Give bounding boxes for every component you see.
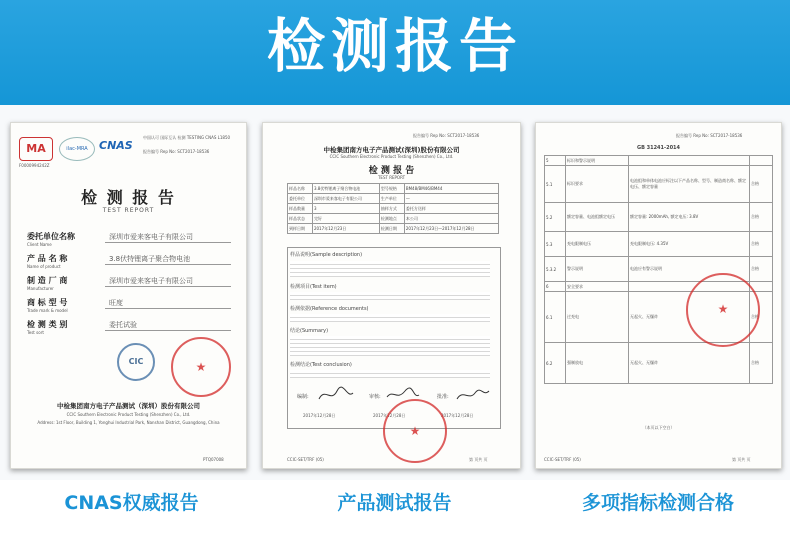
org-name: 中检集团南方电子产品测试（深圳）股份有限公司 [57, 402, 200, 410]
text-lines [290, 292, 490, 300]
cover-report-document [10, 122, 247, 469]
table-row [288, 184, 499, 194]
field-label: 委托单位名称 [27, 232, 75, 241]
table-cell: 样品数量 [288, 204, 313, 214]
table-cell: 到样日期 [288, 224, 313, 234]
page-number: 第 页共 页 [469, 457, 488, 462]
table-cell: 标识要求 [566, 166, 629, 203]
caption-cnas-report: CNAS权威报告 [64, 492, 199, 514]
table-cell [750, 156, 773, 166]
table-cell: 5.1 [545, 166, 566, 203]
caption-product-test-report: 产品测试报告 [337, 492, 452, 514]
table-cell: 6 [545, 282, 566, 292]
table-cell [629, 156, 750, 166]
table-cell: 委托单位 [288, 194, 313, 204]
page-number: 第 页共 页 [732, 457, 751, 462]
table-cell: 检测地点 [379, 214, 404, 224]
table-cell: 过充电 [566, 292, 629, 343]
table-cell: 5.3.2 [545, 257, 566, 282]
test-items-table [544, 155, 773, 384]
doc-subtitle: TEST REPORT [102, 207, 155, 214]
table-cell: 型号规格 [379, 184, 404, 194]
banner-title: 检测报告 [266, 12, 523, 80]
table-cell: 3.8伏特锂离子聚合物电池 [312, 184, 379, 194]
table-cell: 警示说明 [566, 257, 629, 282]
table-cell: 标识和警示说明 [566, 156, 629, 166]
table-row [288, 204, 499, 214]
table-cell: 合格 [750, 166, 773, 203]
org-address: Address: 1st Floor, Building 1, Yonghui Industrial Park, Nanshan District, Guangdong, China [37, 420, 220, 425]
header-banner [0, 0, 790, 105]
caption-indicators-qualified: 多项指标检测合格 [581, 492, 734, 514]
table-row [545, 166, 773, 203]
section-heading: 结论(Summary) [290, 328, 329, 334]
table-row [545, 156, 773, 166]
field-label: 制 造 厂 商 [27, 276, 68, 285]
field-label-en: Name of product [27, 264, 61, 269]
field-label-en: Manufacturer [27, 286, 54, 291]
table-row [288, 194, 499, 204]
text-lines [290, 370, 490, 378]
sign-label-approved: 批准: [437, 394, 449, 400]
sample-info-table [287, 183, 499, 234]
standard-title: GB 31241-2014 [636, 145, 681, 151]
table-cell: 电池组和单体电池应标注以下产品名称、型号、制造商名称、额定电压、额定容量 [629, 166, 750, 203]
doc-title: 检 测 报 告 [81, 188, 176, 207]
cnas-logo: CNAS [99, 139, 133, 152]
table-cell: 样品名称 [288, 184, 313, 194]
field-value: 3.8伏特锂离子聚合物电池 [109, 255, 191, 263]
red-seal-stamp: ★ [686, 273, 760, 347]
org-name-en: CCIC Southern Electronic Product Testing (Shenzhen) Co., Ltd. [66, 412, 191, 417]
sign-label-reviewed: 审核: [369, 394, 381, 400]
doc-code: PTQ07008 [203, 457, 224, 462]
table-cell: 合格 [750, 203, 773, 232]
table-cell: 委托方送样 [404, 204, 498, 214]
end-of-page-note: （本页以下空白） [642, 425, 675, 430]
ma-number: F0000994242Z [19, 163, 50, 168]
table-cell: 检测日期 [379, 224, 404, 234]
text-lines [290, 314, 490, 322]
table-cell: 5 [545, 156, 566, 166]
table-cell: 2017年12月23日 [312, 224, 379, 234]
doc-subtitle: TEST REPORT [377, 175, 406, 180]
table-cell: 深圳市爱来客电子有限公司 [312, 194, 379, 204]
table-cell: 安全要求 [566, 282, 629, 292]
field-label: 产 品 名 称 [27, 254, 68, 263]
sign-date: 2017年12月28日 [373, 413, 406, 418]
table-cell: 3 [312, 204, 379, 214]
table-cell: 完好 [312, 214, 379, 224]
org-name: 中检集团南方电子产品测试(深圳)股份有限公司 [323, 146, 460, 154]
documents-area [0, 105, 790, 480]
field-value: 深圳市爱来客电子有限公司 [109, 233, 193, 241]
sign-label-prepared: 编制: [297, 394, 309, 400]
table-cell: 5.3 [545, 232, 566, 257]
field-value: 旺度 [109, 299, 123, 307]
table-cell: 6.1 [545, 292, 566, 343]
section-heading: 样品说明(Sample description) [290, 252, 363, 258]
sign-date: 2017年12月28日 [303, 413, 336, 418]
test-items-document [535, 122, 782, 469]
section-heading: 检测项目(Test item) [290, 284, 337, 290]
table-cell: 6.2 [545, 343, 566, 384]
table-cell: 无起火、无爆炸 [629, 343, 750, 384]
section-heading: 检测结论(Test conclusion) [290, 362, 352, 368]
table-row [545, 232, 773, 257]
table-row [288, 214, 499, 224]
report-number: 报告编号 Rep No: SCT2017-18536 [413, 133, 480, 138]
table-cell: 合格 [750, 257, 773, 282]
sign-date: 2017年12月28日 [441, 413, 474, 418]
text-lines [290, 261, 490, 277]
field-label-en: Trade mark & model [27, 308, 68, 313]
table-row [545, 203, 773, 232]
table-cell: 合格 [750, 343, 773, 384]
field-label-en: Test sort [27, 330, 44, 335]
table-cell: 本公司 [404, 214, 498, 224]
table-cell: 5.2 [545, 203, 566, 232]
section-heading: 检测依据(Reference documents) [290, 306, 369, 312]
org-name-en: CCIC Southern Electronic Product Testing (Shenzhen) Co., Ltd. [329, 154, 454, 159]
doc-title: 检 测 报 告 [368, 166, 415, 176]
ma-logo: MA [19, 137, 53, 161]
text-lines [290, 336, 490, 356]
table-cell: 电池应有警示说明 [629, 257, 750, 282]
table-cell: 充电限制电压: 4.35V [629, 232, 750, 257]
red-seal-stamp: ★ [171, 337, 231, 397]
table-cell: 额定容量、电池组额定电压 [566, 203, 629, 232]
table-cell: 合格 [750, 292, 773, 343]
table-row [545, 343, 773, 384]
report-number: 报告编号 Rep No: SCT2017-18536 [143, 149, 210, 154]
table-cell: 抽样方式 [379, 204, 404, 214]
test-report-document [262, 122, 521, 469]
table-cell: — [404, 194, 498, 204]
field-value: 委托试验 [109, 321, 137, 329]
red-seal-stamp: ★ [383, 399, 447, 463]
table-cell: BM48/BM46/BM44 [404, 184, 498, 194]
doc-footer: CCIC-SET/TRF (05) [287, 457, 324, 462]
table-cell: 样品状态 [288, 214, 313, 224]
field-value: 深圳市爱来客电子有限公司 [109, 277, 193, 285]
table-cell: 合格 [750, 232, 773, 257]
table-cell: 充电限制电压 [566, 232, 629, 257]
doc-footer: CCIC-SET/TRF (05) [544, 457, 581, 462]
table-cell: 无起火、无爆炸 [629, 292, 750, 343]
table-cell: 生产单位 [379, 194, 404, 204]
report-number: 报告编号 Rep No: SCT2017-18536 [676, 133, 743, 138]
ilac-logo: ilac-MRA [59, 137, 95, 161]
field-label: 商 标 型 号 [27, 298, 68, 307]
cnas-text: 中国认可 国际互认 检测 TESTING CNAS L1850 [143, 135, 231, 140]
ccic-logo: CIC [117, 343, 155, 381]
field-label: 检 测 类 别 [27, 320, 68, 329]
table-cell: 强制放电 [566, 343, 629, 384]
table-cell: 额定容量: 2000mAh, 额定电压: 3.8V [629, 203, 750, 232]
table-row [288, 224, 499, 234]
field-label-en: Client Name [27, 242, 52, 247]
table-cell: 2017年12月23日—2017年12月28日 [404, 224, 498, 234]
